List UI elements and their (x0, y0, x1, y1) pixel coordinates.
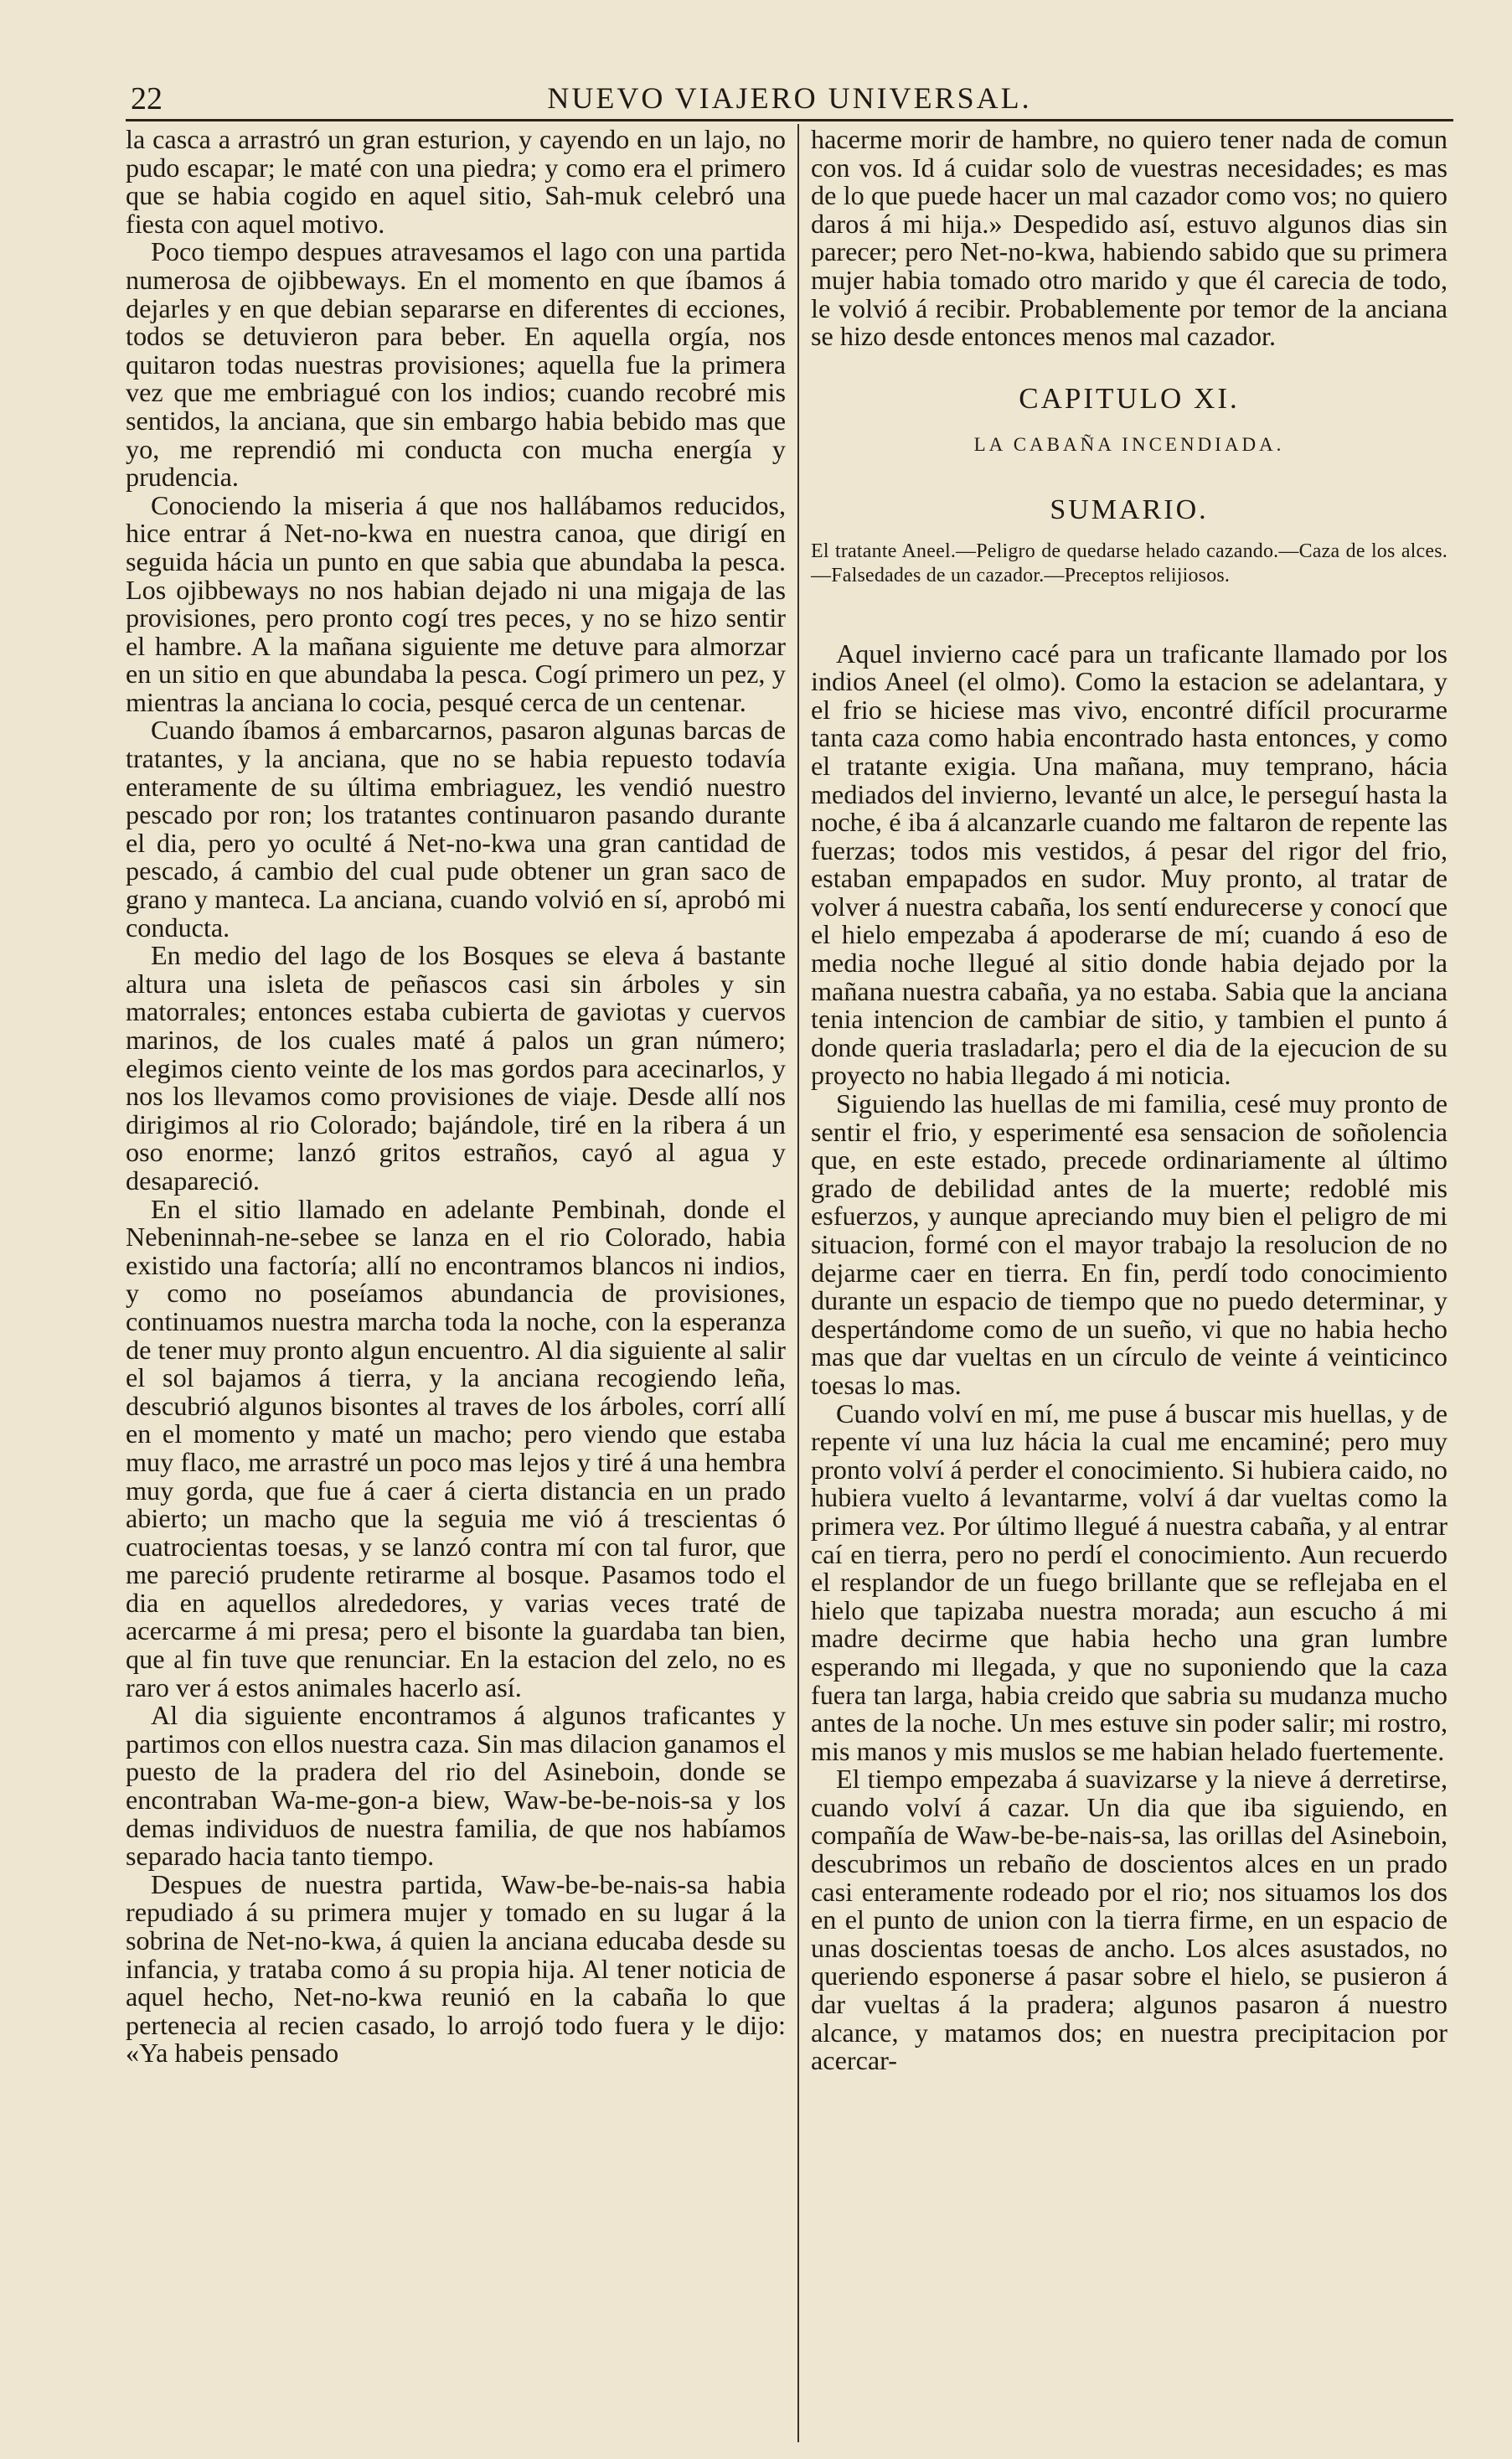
left-column (126, 126, 786, 2068)
paragraph: En el sitio llamado en adelante Pembinah, donde el Nebeninnah-ne-sebee se lanza en el rio Colorado, habia existido una factoría; allí no encontramos blancos ni indios, y como no poseíamos abundancia de provisiones, continuamos nuestra marcha toda la noche, con la esperanza de tener muy pronto algun encuentro. Al dia siguiente al salir el sol bajamos á tierra, y la anciana recogiendo leña, descubrió algunos bisontes al traves de los árboles, corrí allí en el momento y maté un macho; pero viendo que estaba muy flaco, me arrastré un poco mas lejos y tiré á una hembra muy gorda, que fue á caer á cierta distancia en un prado abierto; un macho que la seguia me vió á trescientas ó cuatrocientas toesas, y se lanzó contra mí con tal furor, que me pareció prudente retirarme al bosque. Pasamos todo el dia en aquellos alrededores, y varias veces traté de acercarme á mi presa; pero el bisonte la guardaba tan bien, que al fin tuve que renunciar. En la estacion del zelo, no es raro ver á estos animales hacerlo así. (126, 1193, 786, 1702)
paragraph: la casca a arrastró un gran esturion, y cayendo en un lajo, no pudo escapar; le maté con una piedra; y como era el primero que se habia cogido en aquel sitio, Sah-muk celebró una fiesta con aquel motivo. (126, 124, 786, 239)
summary-text: El tratante Aneel.—Peligro de quedarse helado cazando.—Caza de los alces.—Falsedades de un cazador.—Preceptos relijiosos. (811, 540, 1447, 586)
running-header (126, 80, 1453, 122)
running-title: NUEVO VIAJERO UNIVERSAL. (547, 81, 1032, 115)
paragraph: Poco tiempo despues atravesamos el lago con una partida numerosa de ojibbeways. En el momento en que íbamos á dejarles y en que debian separarse en diferentes di ecciones, todos se detuvieron para beber. En aquella orgía, nos quitaron todas nuestras provisiones; aquella fue la primera vez que me embriagué con los indios; cuando recobré mis sentidos, la anciana, que sin embargo habia bebido mas que yo, me reprendió mi conducta con mucha energía y prudencia. (126, 236, 786, 493)
paragraph: Aquel invierno cacé para un traficante llamado por los indios Aneel (el olmo). Como la estacion se adelantara, y el frio se hiciese mas vivo, encontré difícil procurarme tanta caza como habia encontrado hasta entonces, y como el tratante exigia. Una mañana, muy temprano, hácia mediados del invierno, levanté un alce, le perseguí hasta la noche, é iba á alcanzarle cuando me faltaron de repente las fuerzas; todos mis vestidos, á pesar del rigor del frio, estaban empapados en sudor. Muy pronto, al tratar de volver á nuestra cabaña, los sentí endurecerse y conocí que el hielo empezaba á apoderarse de mí; cuando á eso de media noche llegué al sitio donde habia dejado por la mañana nuestra cabaña, ya no estaba. Sabia que la anciana tenia intencion de cambiar de sitio, y tambien el punto á donde queria trasladarla; pero el dia de la ejecucion de su proyecto no habia llegado á mi noticia. (811, 638, 1447, 1091)
paragraph: En medio del lago de los Bosques se eleva á bastante altura una isleta de peñascos casi sin árboles y sin matorrales; entonces estaba cubierta de gaviotas y cuervos marinos, de los cuales maté á palos un gran número; elegimos ciento veinte de los mas gordos para acecinarlos, y nos los llevamos como provisiones de viaje. Desde allí nos dirigimos al rio Colorado; bajándole, tiré en la ribera á un oso enorme; lanzó gritos estraños, cayó al agua y desapareció. (126, 940, 786, 1196)
paragraph: Al dia siguiente encontramos á algunos traficantes y partimos con ellos nuestra caza. Sin mas dilacion ganamos el puesto de la pradera del rio del Asineboin, donde se encontraban Wa-me-gon-a biew, Waw-be-be-nois-sa y los demas individuos de nuestra familia, de que nos habíamos separado hacia tanto tiempo. (126, 1700, 786, 1872)
chapter-number: CAPITULO XI. (1019, 381, 1240, 415)
paragraph: Conociendo la miseria á que nos hallábamos reducidos, hice entrar á Net-no-kwa en nuestra canoa, que dirigí en seguida hácia un punto en que sabia que abundaba la pesca. Los ojibbeways no nos habian dejado ni una migaja de las provisiones, pero pronto cogí tres peces, y no se hizo sentir el hambre. A la mañana siguiente me detuve para almorzar en un sitio en que abundaba la pesca. Cogí primero un pez, y mientras la anciana lo cocia, pesqué cerca de un centenar. (126, 489, 786, 717)
header-rule (126, 119, 1453, 121)
column-divider (797, 124, 799, 2442)
right-column (811, 126, 1447, 2075)
chapter-title: LA CABAÑA INCENDIADA. (973, 434, 1285, 456)
paragraph: Cuando íbamos á embarcarnos, pasaron algunas barcas de tratantes, y la anciana, que no se habia repuesto todavía enteramente de su última embriaguez, les vendió nuestro pescado por ron; los tratantes continuaron pasando durante el dia, pero yo oculté á Net-no-kwa una gran cantidad de pescado, á cambio del cual pude obtener un gran saco de grano y manteca. La anciana, cuando volvió en sí, aprobó mi conducta. (126, 715, 786, 943)
paragraph: Cuando volví en mí, me puse á buscar mis huellas, y de repente ví una luz hácia la cual me encaminé; pero muy pronto volví á perder el conocimiento. Si hubiera caido, no hubiera vuelto á levantarme, volví á dar vueltas como la primera vez. Por último llegué á nuestra cabaña, y al entrar caí en tierra, pero no perdí el conocimiento. Aun recuerdo el resplandor de un fuego brillante que se reflejaba en el hielo que tapizaba nuestra morada; aun escucho á mi madre decirme que habia hecho una gran lumbre esperando mi llegada, y que no suponiendo que la caza fuera tan larga, habia creido que sabria su mudanza mucho antes de la noche. Un mes estuve sin poder salir; mi rostro, mis manos y mis muslos se me habian helado fuertemente. (811, 1397, 1447, 1766)
summary-heading: SUMARIO. (1050, 493, 1209, 525)
page-number: 22 (131, 81, 163, 116)
paragraph: El tiempo empezaba á suavizarse y la nieve á derretirse, cuando volví á cazar. Un dia que iba siguiendo, en compañía de Waw-be-be-nais-sa, las orillas del Asineboin, descubrimos un rebaño de doscientos alces en un prado casi enteramente rodeado por el rio; nos situamos los dos en el punto de union con la tierra firme, en un espacio de unas doscientas toesas de ancho. Los alces asustados, no queriendo esponerse á pasar sobre el hielo, se pusieron á dar vueltas á la pradera; algunos pasaron á nuestro alcance, y matamos dos; en nuestra precipitacion por acercar- (811, 1764, 1447, 2076)
paragraph: hacerme morir de hambre, no quiero tener nada de comun con vos. Id á cuidar solo de vuestras necesidades; es mas de lo que puede hacer un mal cazador como vos; no quiero daros á mi hija.» Despedido así, estuvo algunos dias sin parecer; pero Net-no-kwa, habiendo sabido que su primera mujer habia tomado otro marido y que él carecia de todo, le volvió á recibir. Probablemente por temor de la anciana se hizo desde entonces menos mal cazador. (811, 124, 1447, 352)
paragraph: Despues de nuestra partida, Waw-be-be-nais-sa habia repudiado á su primera mujer y tomado en su lugar á la sobrina de Net-no-kwa, á quien la anciana educaba desde su infancia, y trataba como á su propia hija. Al tener noticia de aquel hecho, Net-no-kwa reunió en la cabaña lo que pertenecia al recien casado, lo arrojó todo fuera y le dijo: «Ya habeis pensado (126, 1868, 786, 2069)
paragraph: Siguiendo las huellas de mi familia, cesé muy pronto de sentir el frio, y esperimenté esa sensacion de soñolencia que, en este estado, precede ordinariamente al último grado de debilidad antes de la muerte; redoblé mis esfuerzos, y aunque apreciando muy bien el peligro de mi situacion, formé con el mayor trabajo la resolucion de no dejarme caer en tierra. En fin, perdí todo conocimiento durante un espacio de tiempo que no puedo determinar, y despertándome como de un sueño, vi que no habia hecho mas que dar vueltas en un círculo de veinte á veinticinco toesas lo mas. (811, 1088, 1447, 1400)
